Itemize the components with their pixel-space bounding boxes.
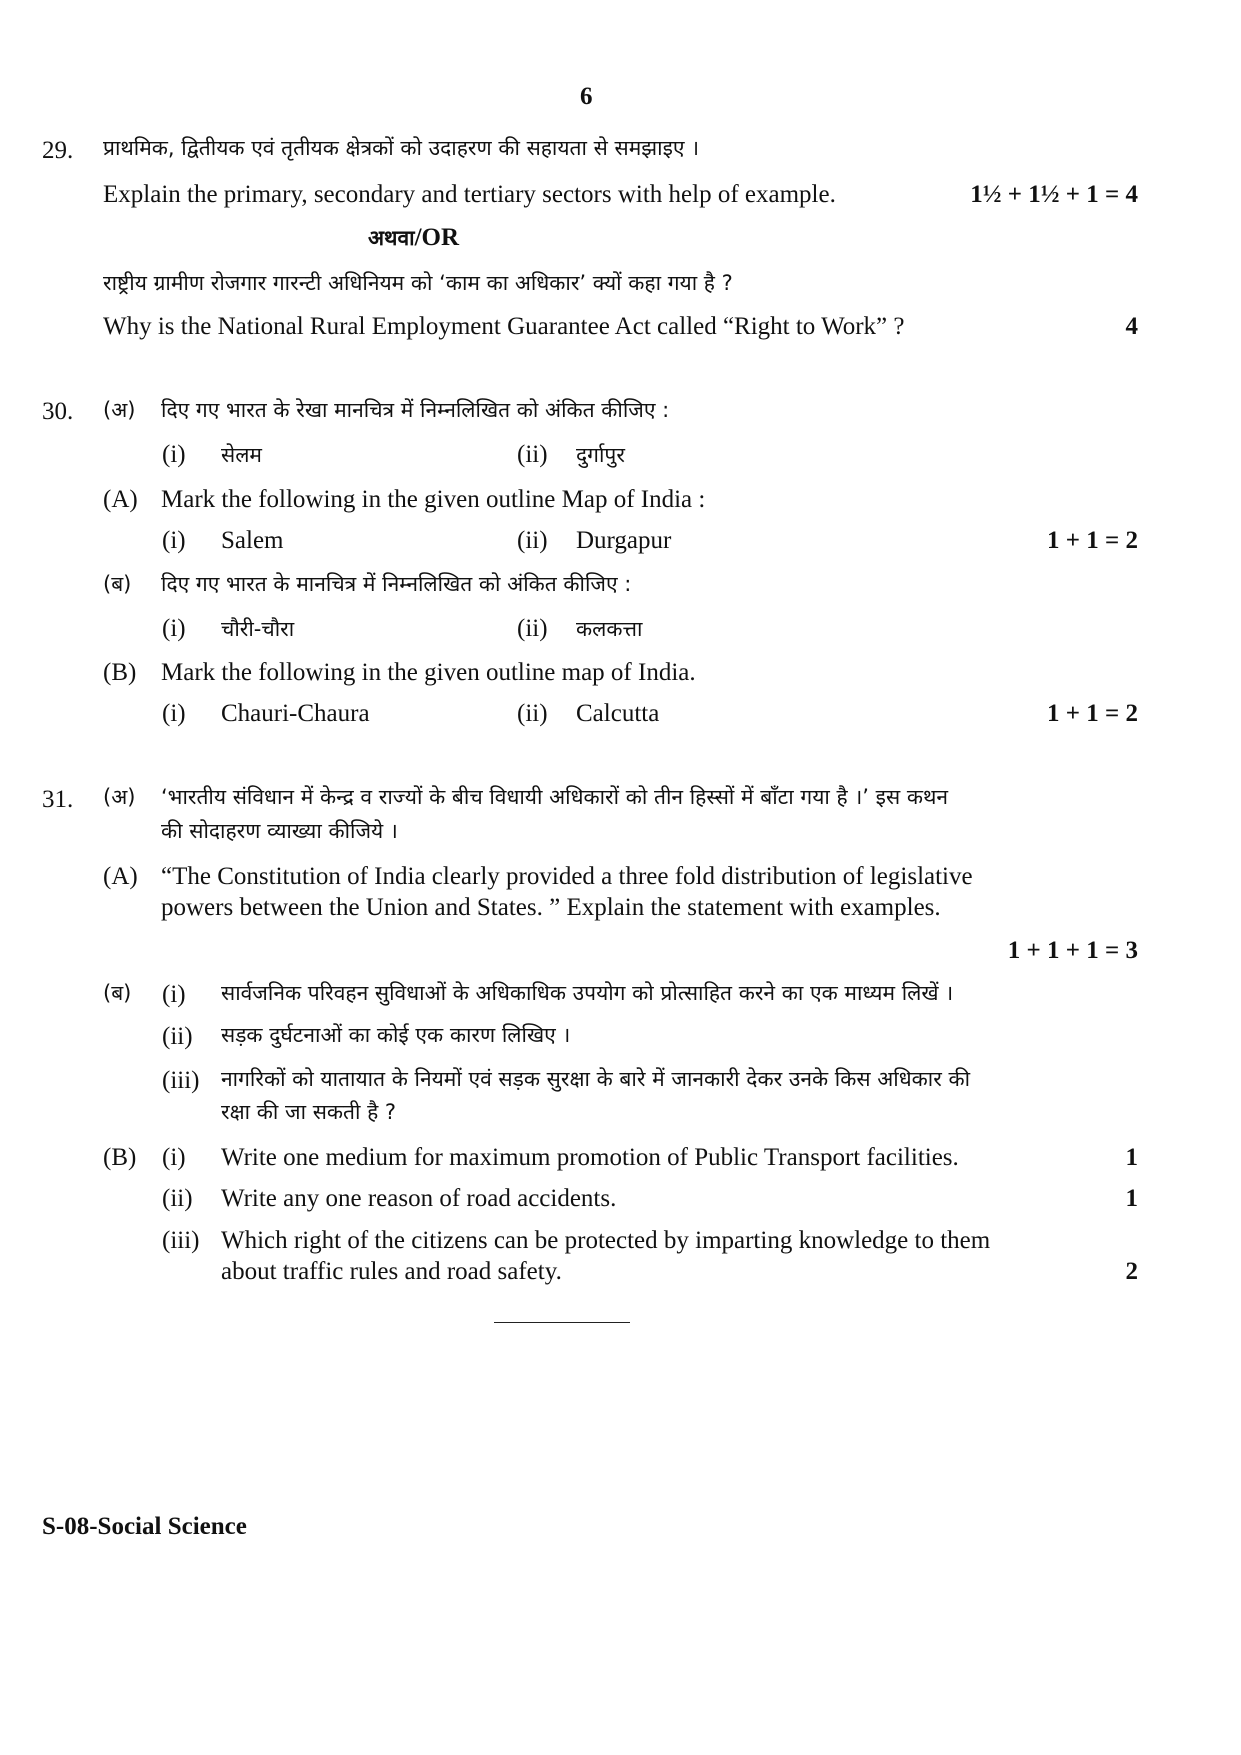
q29-marks: 1½ + 1½ + 1 = 4 (970, 181, 1138, 208)
q31-b-iii-hindi-line1: नागरिकों को यातायात के नियमों एवं सड़क सुरक्षा के बारे में जानकारी देकर उनके किस अधिकार की (221, 1067, 971, 1091)
q30-a-ii-label: (ii) (517, 441, 548, 468)
q29-or-separator (368, 223, 459, 253)
q31-b-iii-hindi-line2: रक्षा की जा सकती है ? (221, 1100, 397, 1124)
q31-a-label: (अ) (103, 785, 136, 809)
q31-B-iii-line2: about traffic rules and road safety. (221, 1258, 562, 1285)
q31-B-iii-label: (iii) (162, 1227, 200, 1254)
q30-B-label: (B) (103, 659, 137, 686)
q30-B-marks: 1 + 1 = 2 (1047, 700, 1138, 727)
q31-b-label: (ब) (103, 981, 132, 1005)
q30-a-hindi-text: दिए गए भारत के रेखा मानचित्र में निम्नलिखित को अंकित कीजिए : (161, 398, 670, 422)
q31-B-ii-marks: 1 (1125, 1185, 1138, 1212)
q30-b-i-hindi: चौरी-चौरा (221, 617, 295, 641)
q31-number: 31. (42, 786, 74, 813)
q31-B-iii-marks: 2 (1125, 1258, 1138, 1285)
q29-alt-hindi-text: राष्ट्रीय ग्रामीण रोजगार गारन्टी अधिनियम को ‘काम का अधिकार’ क्यों कहा गया है ? (103, 271, 733, 295)
q31-b-i-label: (i) (162, 981, 186, 1008)
q31-a-hindi-line2: की सोदाहरण व्याख्या कीजिये । (161, 819, 398, 843)
q30-a-label: (अ) (103, 398, 136, 422)
q31-b-ii-label: (ii) (162, 1023, 193, 1050)
q31-a-hindi-line1: ‘भारतीय संविधान में केन्द्र व राज्यों के बीच विधायी अधिकारों को तीन हिस्सों में बाँटा गया है ।’ इस कथन (161, 785, 949, 809)
q31-b-iii-label: (iii) (162, 1067, 200, 1094)
q31-B-label: (B) (103, 1144, 137, 1171)
q30-b-i-label: (i) (162, 615, 186, 642)
q30-A-i-text: Salem (221, 527, 284, 554)
q30-a-i-label: (i) (162, 441, 186, 468)
q31-b-ii-hindi: सड़क दुर्घटनाओं का कोई एक कारण लिखिए । (221, 1023, 571, 1047)
q31-B-iii-line1: Which right of the citizens can be protected by imparting knowledge to them (221, 1227, 991, 1254)
q29-or-hindi: अथवा (368, 226, 415, 250)
page-number: 6 (580, 83, 593, 110)
q30-B-ii-label: (ii) (517, 700, 548, 727)
q31-A-marks: 1 + 1 + 1 = 3 (1007, 937, 1138, 964)
q30-b-hindi-text: दिए गए भारत के मानचित्र में निम्नलिखित को अंकित कीजिए : (161, 572, 632, 596)
q30-A-label: (A) (103, 486, 138, 513)
q31-B-ii-label: (ii) (162, 1185, 193, 1212)
q29-or-english: /OR (414, 224, 460, 251)
q31-B-i-marks: 1 (1125, 1144, 1138, 1171)
q30-B-english-text: Mark the following in the given outline map of India. (161, 659, 696, 686)
q30-a-i-hindi: सेलम (221, 443, 262, 467)
q30-b-label: (ब) (103, 572, 132, 596)
q30-B-i-label: (i) (162, 700, 186, 727)
q30-B-ii-text: Calcutta (576, 700, 660, 727)
q30-A-ii-label: (ii) (517, 527, 548, 554)
q31-B-i-label: (i) (162, 1144, 186, 1171)
q30-A-english-text: Mark the following in the given outline Map of India : (161, 486, 706, 513)
q31-A-english-line1: “The Constitution of India clearly provided a three fold distribution of legislative (161, 863, 973, 890)
q29-number: 29. (42, 137, 74, 164)
q31-b-i-hindi: सार्वजनिक परिवहन सुविधाओं के अधिकाधिक उपयोग को प्रोत्साहित करने का एक माध्यम लिखें । (221, 981, 954, 1005)
q29-hindi-text: प्राथमिक, द्वितीयक एवं तृतीयक क्षेत्रकों को उदाहरण की सहायता से समझाइए । (103, 136, 700, 160)
q30-b-ii-hindi: कलकत्ता (576, 617, 643, 641)
q30-b-ii-label: (ii) (517, 615, 548, 642)
q29-alt-english-text: Why is the National Rural Employment Guarantee Act called “Right to Work” ? (103, 313, 905, 340)
q30-A-marks: 1 + 1 = 2 (1047, 527, 1138, 554)
q31-B-ii-text: Write any one reason of road accidents. (221, 1185, 617, 1212)
q30-A-ii-text: Durgapur (576, 527, 672, 554)
q29-english-text: Explain the primary, secondary and tertiary sectors with help of example. (103, 181, 836, 208)
q31-A-label: (A) (103, 863, 138, 890)
q29-alt-marks: 4 (1125, 313, 1138, 340)
footer-paper-code: S-08-Social Science (42, 1513, 247, 1540)
q30-a-ii-hindi: दुर्गापुर (576, 443, 625, 467)
q31-B-i-text: Write one medium for maximum promotion of Public Transport facilities. (221, 1144, 959, 1171)
q30-A-i-label: (i) (162, 527, 186, 554)
end-of-paper-rule (494, 1322, 630, 1323)
q30-number: 30. (42, 398, 74, 425)
q31-A-english-line2: powers between the Union and States. ” Explain the statement with examples. (161, 894, 941, 921)
q30-B-i-text: Chauri-Chaura (221, 700, 370, 727)
